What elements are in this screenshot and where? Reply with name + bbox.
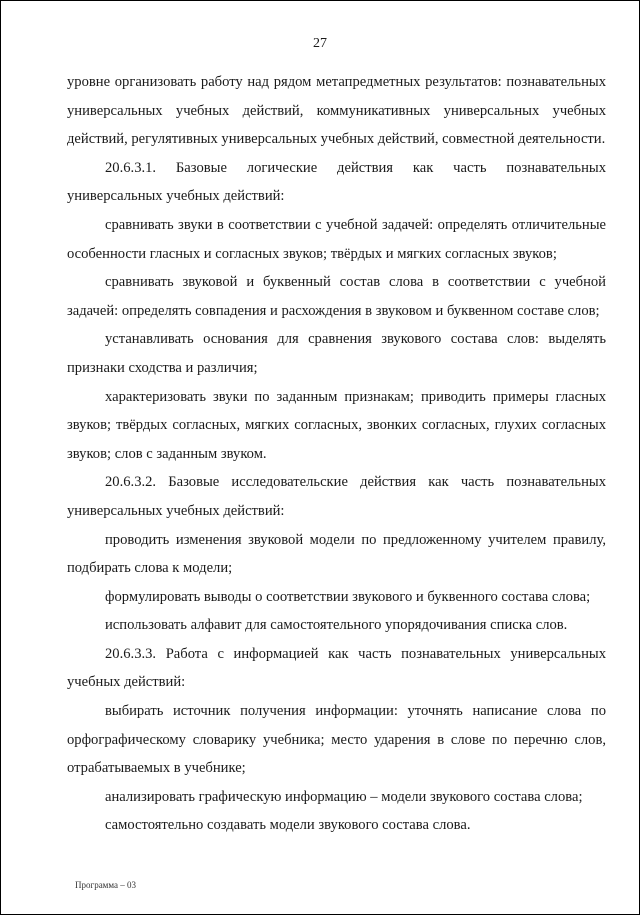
section-heading-20-6-3-2: 20.6.3.2. Базовые исследовательские действия как часть познавательных универсальных учебных действий:	[67, 474, 606, 519]
paragraph-intro: уровне организовать работу над рядом метапредметных результатов: познавательных универсальных учебных действий, коммуникативных универсальных учебных действий, регулятивных универсальных учебных действий, совместной деятельности.	[67, 74, 606, 148]
page-footer: Программа – 03	[75, 880, 137, 890]
list-item: анализировать графическую информацию – модели звукового состава слова;	[105, 788, 583, 805]
list-item: использовать алфавит для самостоятельного упорядочивания списка слов.	[105, 617, 568, 634]
list-item: характеризовать звуки по заданным признакам; приводить примеры гласных звуков; твёрдых согласных, мягких согласных, звонких согласных, глухих согласных звуков; слов с заданным звуком.	[67, 388, 606, 462]
list-item: сравнивать звуки в соответствии с учебной задачей: определять отличительные особенности гласных и согласных звуков; твёрдых и мягких согласных звуков;	[67, 216, 606, 262]
list-item: сравнивать звуковой и буквенный состав слова в соответствии с учебной задачей: определять совпадения и расхождения в звуковом и буквенном составе слов;	[67, 274, 606, 319]
list-item: выбирать источник получения информации: уточнять написание слова по орфографическому словарику учебника; место ударения в слове по перечню слов, отрабатываемых в учебнике;	[67, 703, 606, 777]
section-heading-20-6-3-1: 20.6.3.1. Базовые логические действия как часть познавательных универсальных учебных действий:	[67, 159, 606, 205]
list-item: формулировать выводы о соответствии звукового и буквенного состава слова;	[105, 588, 591, 605]
list-item: самостоятельно создавать модели звукового состава слова.	[105, 817, 471, 834]
list-item: устанавливать основания для сравнения звукового состава слов: выделять признаки сходства и различия;	[67, 331, 606, 376]
list-item: проводить изменения звуковой модели по предложенному учителем правилу, подбирать слова к модели;	[67, 531, 606, 577]
section-heading-20-6-3-3: 20.6.3.3. Работа с информацией как часть познавательных универсальных учебных действий:	[67, 645, 606, 691]
document-body	[67, 68, 606, 840]
page-number: 27	[313, 36, 327, 51]
